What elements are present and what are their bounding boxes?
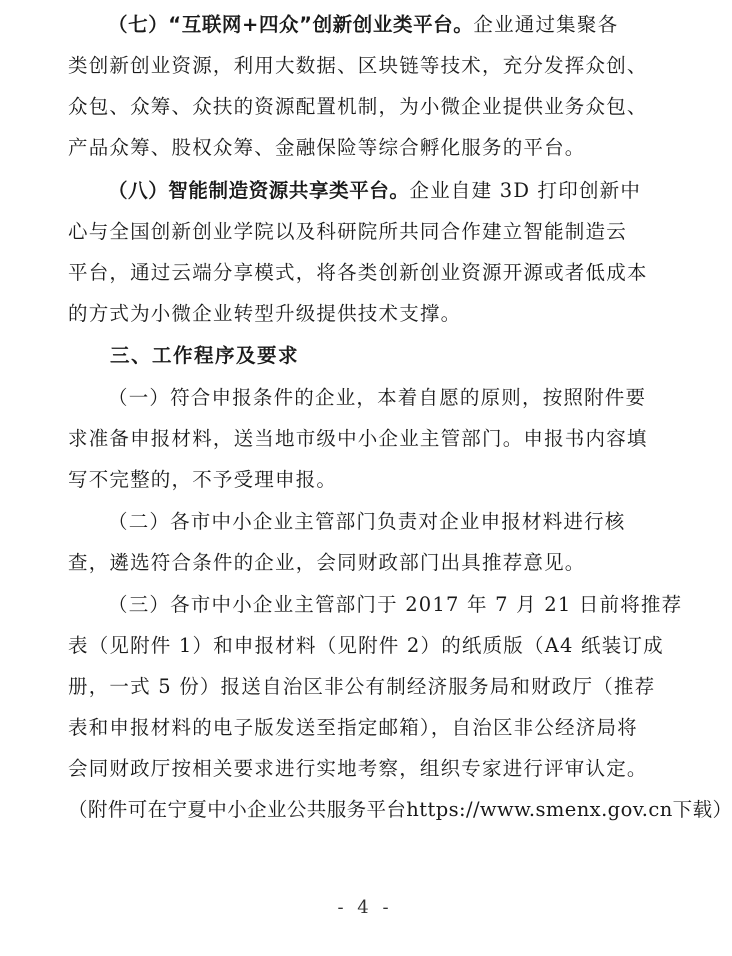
section-heading: 三、工作程序及要求 <box>110 344 300 367</box>
paragraph-platform-8 <box>68 170 658 334</box>
paragraph-line: 平台，通过云端分享模式，将各类创新创业资源开源或者低成本 <box>68 261 648 284</box>
paragraph-platform-7 <box>68 4 658 168</box>
paragraph-line: 写不完整的，不予受理申报。 <box>68 468 338 491</box>
attachment-note-line: （附件可在宁夏中小企业公共服务平台https://www.smenx.gov.cn下载） <box>68 798 732 821</box>
paragraph-line: （三）各市中小企业主管部门于 2017 年 7 月 21 日前将推荐 <box>108 593 683 616</box>
paragraph-step-3 <box>68 584 732 830</box>
paragraph-text: 企业自建 3D 打印创新中 <box>409 179 642 202</box>
paragraph-line: 产品众筹、股权众筹、金融保险等综合孵化服务的平台。 <box>68 136 586 159</box>
page-number: - 4 - <box>337 897 393 918</box>
paragraph-line: 心与全国创新创业学院以及科研院所共同合作建立智能制造云 <box>68 220 627 243</box>
paragraph-lead-heading: （七）“互联网+四众”创新创业类平台。 <box>108 13 474 36</box>
paragraph-line <box>68 170 658 211</box>
paragraph-lead-heading: （八）智能制造资源共享类平台。 <box>108 179 410 202</box>
paragraph-line: 众包、众筹、众扶的资源配置机制，为小微企业提供业务众包、 <box>68 95 648 118</box>
paragraph-text: 企业通过集聚各 <box>473 13 619 36</box>
paragraph-step-1 <box>68 377 658 500</box>
paragraph-line: 类创新创业资源，利用大数据、区块链等技术，充分发挥众创、 <box>68 54 648 77</box>
paragraph-step-2 <box>68 501 658 583</box>
paragraph-line: 表和申报材料的电子版发送至指定邮箱），自治区非公经济局将 <box>68 716 638 739</box>
paragraph-line: 会同财政厅按相关要求进行实地考察，组织专家进行评审认定。 <box>68 757 648 780</box>
paragraph-line: 册，一式 5 份）报送自治区非公有制经济服务局和财政厅（推荐 <box>68 675 656 698</box>
paragraph-line: （一）符合申报条件的企业，本着自愿的原则，按照附件要 <box>108 386 647 409</box>
paragraph-line: 的方式为小微企业转型升级提供技术支撑。 <box>68 302 462 325</box>
paragraph-line: 表（见附件 1）和申报材料（见附件 2）的纸质版（A4 纸装订成 <box>68 634 664 657</box>
paragraph-line: （二）各市中小企业主管部门负责对企业申报材料进行核 <box>108 510 626 533</box>
paragraph-line: 求准备申报材料，送当地市级中小企业主管部门。申报书内容填 <box>68 427 648 450</box>
paragraph-line <box>68 4 658 45</box>
paragraph-line: 查，遴选符合条件的企业，会同财政部门出具推荐意见。 <box>68 551 586 574</box>
